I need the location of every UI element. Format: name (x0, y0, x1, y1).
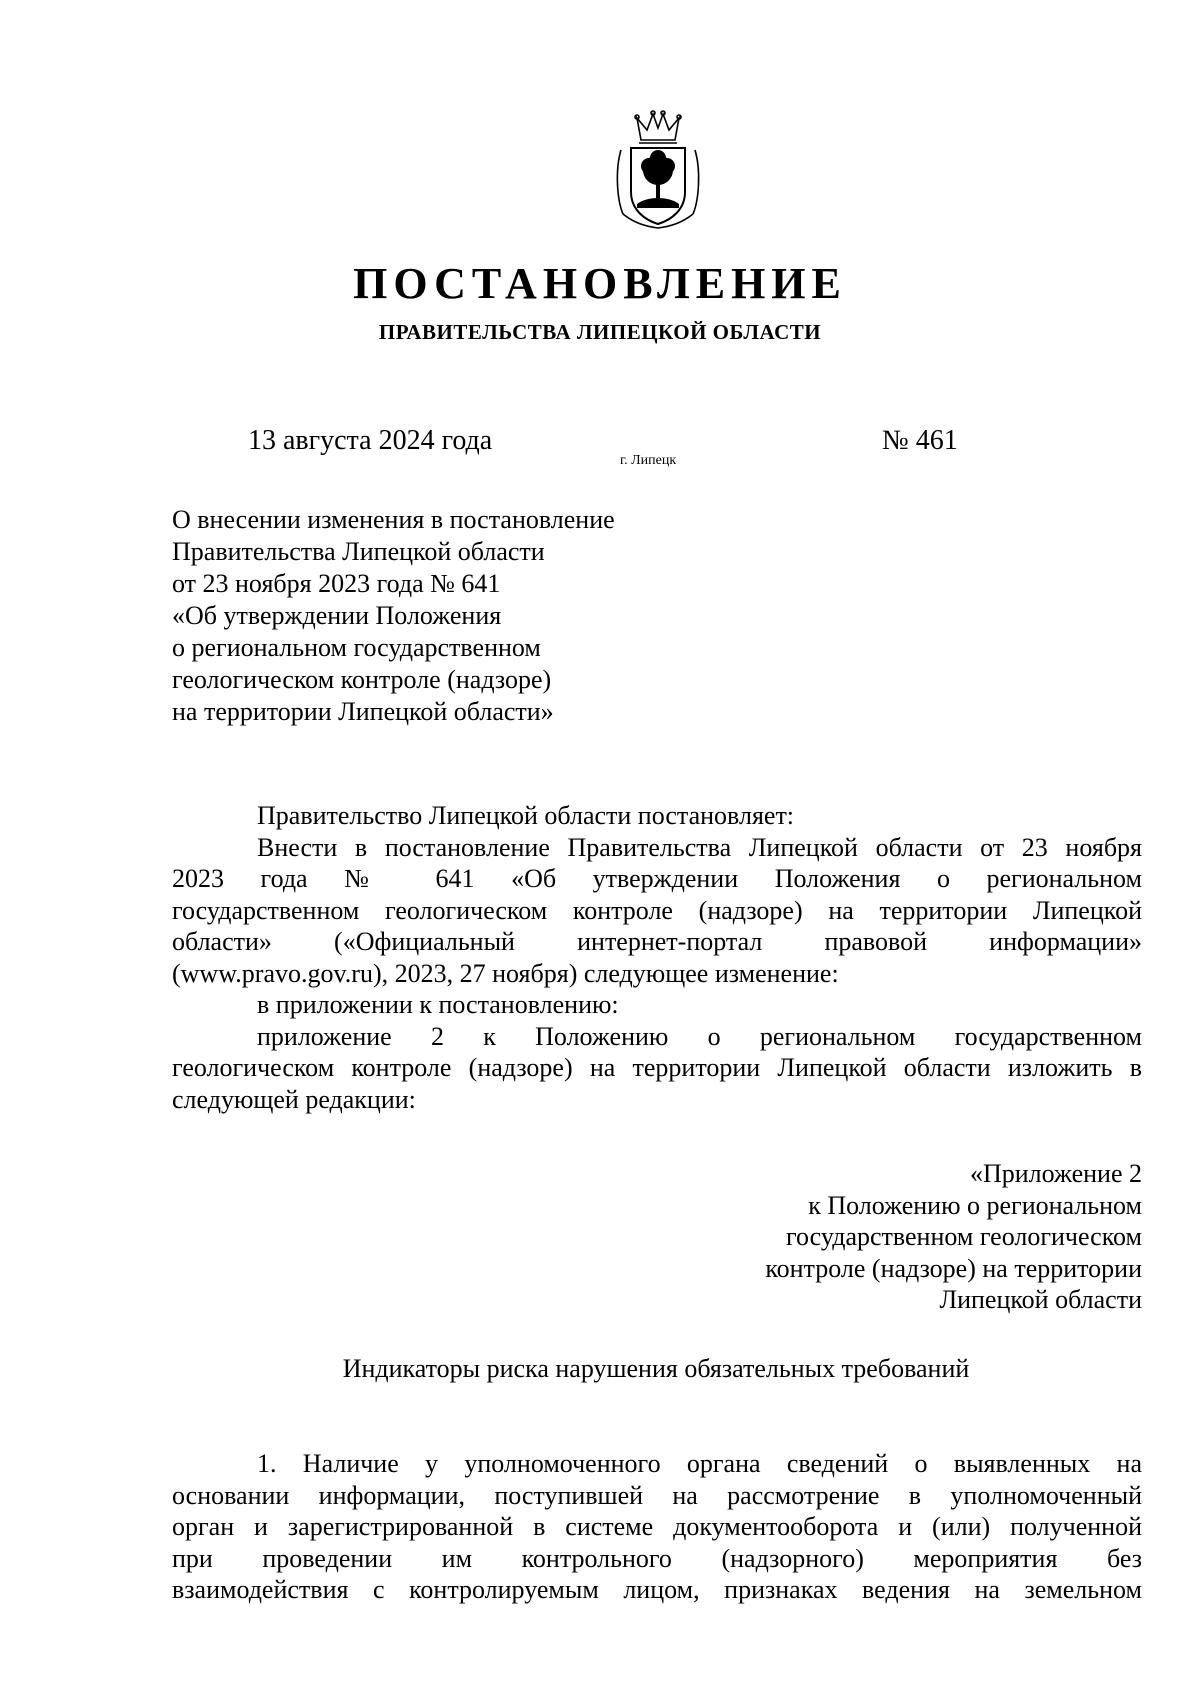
title-line: на территории Липецкой области» (172, 697, 554, 726)
title-line: Правительства Липецкой области (172, 537, 545, 566)
section-heading: Индикаторы риска нарушения обязательных требований (342, 1354, 970, 1383)
preamble: Правительство Липецкой области постановляет: (257, 801, 795, 830)
paragraph-line: 2023 года № 641 «Об утверждении Положения о региональном (172, 864, 1142, 893)
appendix-line: «Приложение 2 (969, 1159, 1142, 1188)
paragraph-line: Внести в постановление Правительства Липецкой области от 23 ноября (257, 832, 1142, 862)
coat-of-arms-graphic (613, 110, 703, 236)
paragraph-line: геологическом контроле (надзоре) на территории Липецкой области изложить в (172, 1053, 1142, 1082)
resolution-body (172, 800, 1142, 1115)
item-line: 1. Наличие у уполномоченного органа сведений о выявленных на (257, 1449, 1142, 1478)
item-line: при проведении им контрольного (надзорного) мероприятия без (172, 1543, 1142, 1573)
issuing-authority: ПРАВИТЕЛЬСТВА ЛИПЕЦКОЙ ОБЛАСТИ (378, 320, 822, 344)
appendix-header (765, 1158, 1142, 1316)
title-line: «Об утверждении Положения (172, 601, 502, 630)
title-line: геологическом контроле (надзоре) (172, 665, 552, 694)
appendix-line: контроле (надзоре) на территории (765, 1253, 1142, 1283)
coat-of-arms-icon (613, 110, 703, 236)
title-line: от 23 ноября 2023 года № 641 (172, 569, 501, 598)
appendix-line: государственном геологическом (786, 1222, 1142, 1251)
paragraph-line: государственном геологическом контроле (надзоре) на территории Липецкой (172, 895, 1142, 925)
document-number: № 461 (882, 425, 958, 456)
appendix-line: к Положению о региональном (808, 1190, 1142, 1220)
item-line: основании информации, поступившей на рассмотрение в уполномоченный (172, 1480, 1142, 1510)
paragraph-line: следующей редакции: (172, 1084, 416, 1114)
title-line: о региональном государственном (172, 633, 541, 662)
item-line: орган и зарегистрированной в системе документооборота и (или) полученной (172, 1512, 1142, 1541)
paragraph-line: в приложении к постановлению: (257, 990, 619, 1019)
document-city: г. Липецк (620, 453, 677, 468)
document-date: 13 августа 2024 года (248, 425, 493, 456)
paragraph-line: области» («Официальный интернет-портал правовой информации» (172, 927, 1142, 956)
item-line: взаимодействия с контролируемым лицом, признаках ведения на земельном (172, 1575, 1142, 1604)
item-1 (172, 1448, 1142, 1606)
paragraph-line: приложение 2 к Положению о региональном государственном (257, 1021, 1142, 1051)
appendix-line: Липецкой области (939, 1285, 1142, 1314)
document-type: ПОСТАНОВЛЕНИЕ (353, 259, 847, 308)
paragraph-line: (www.pravo.gov.ru), 2023, 27 ноября) следующее изменение: (172, 958, 839, 988)
document-title (172, 504, 692, 728)
title-line: О внесении изменения в постановление (172, 505, 615, 534)
